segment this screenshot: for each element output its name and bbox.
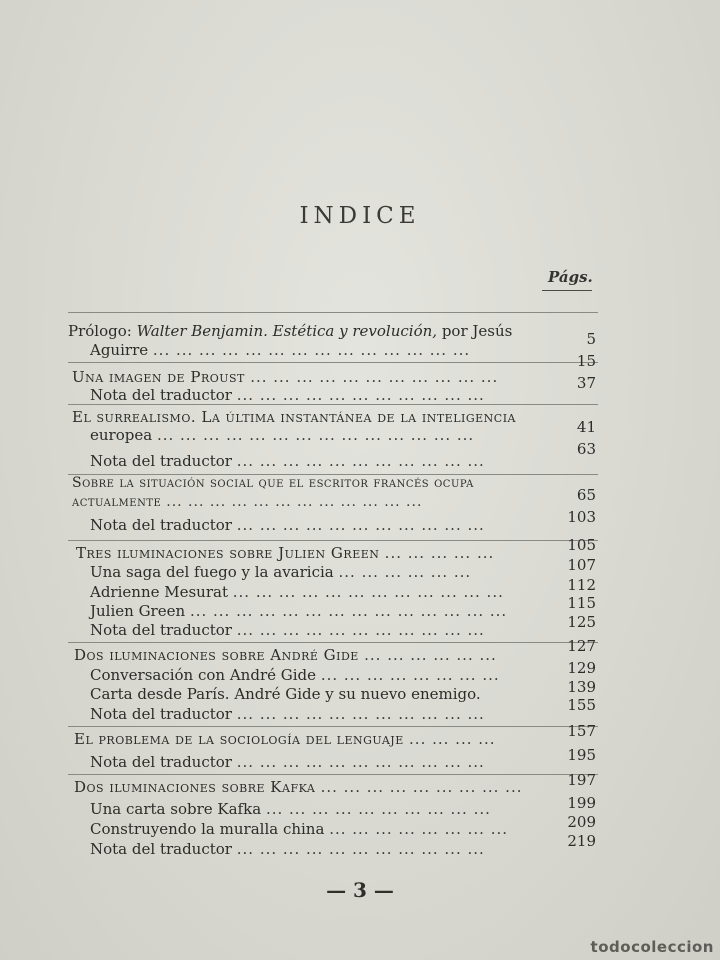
toc-page-number: 125 xyxy=(567,613,596,631)
index-heading: INDICE xyxy=(299,203,421,229)
toc-entry-title: Carta desde París. André Gide y su nuevo enemigo. xyxy=(90,685,481,703)
toc-entry xyxy=(90,840,485,858)
toc-entry xyxy=(90,452,485,470)
toc-page-number: 127 xyxy=(567,637,596,655)
toc-page-number: 155 xyxy=(567,696,596,714)
page-number-folio: — 3 — xyxy=(326,878,394,902)
toc-leader-dots: ... ... ... ... ... ... ... ... ... ... ... xyxy=(236,621,485,639)
toc-entry xyxy=(90,685,481,703)
prologue-suffix: por Jesús xyxy=(437,322,513,340)
watermark-text: todocoleccion xyxy=(590,938,714,956)
toc-entry xyxy=(72,408,516,426)
toc-entry-title: Nota del traductor xyxy=(90,840,232,858)
toc-page-number: 63 xyxy=(576,440,596,458)
toc-leader-dots: ... ... ... ... ... ... ... ... ... ... ... xyxy=(236,452,485,470)
toc-entry-title: Una carta sobre Kafka xyxy=(90,800,262,818)
toc-entry xyxy=(68,322,512,340)
toc-leader-dots: ... ... ... ... ... ... ... ... ... ... ... xyxy=(250,368,499,386)
toc-entry xyxy=(72,493,422,511)
toc-entry xyxy=(90,621,485,639)
toc-leader-dots: ... ... ... ... ... ... ... ... ... ... ... xyxy=(236,516,485,534)
toc-entry-title: Adrienne Mesurat xyxy=(90,583,228,601)
toc-leader-dots: ... ... ... ... ... ... xyxy=(364,646,497,664)
toc-page-number: 65 xyxy=(576,486,596,504)
toc-entry xyxy=(74,778,522,796)
toc-entry xyxy=(90,705,485,723)
toc-entry-title: Sobre la situación social que el escritor francés ocupa xyxy=(72,475,474,491)
pages-column-label: Págs. xyxy=(548,268,593,286)
toc-entry xyxy=(72,474,474,492)
toc-leader-dots: ... ... ... ... ... xyxy=(384,544,495,562)
toc-leader-dots: ... ... ... ... ... ... ... ... ... ... ... ... ... ... xyxy=(152,341,471,359)
entry-separator xyxy=(68,312,598,313)
toc-leader-dots: ... ... ... ... ... ... xyxy=(338,563,472,581)
toc-entry-title: El problema de la sociología del lenguaje xyxy=(74,730,404,748)
toc-leader-dots: ... ... ... ... ... ... ... ... ... xyxy=(320,778,523,796)
toc-entry-title: Tres iluminaciones sobre Julien Green xyxy=(76,544,380,562)
toc-entry xyxy=(90,341,470,359)
toc-entry xyxy=(72,368,498,386)
entry-separator xyxy=(68,642,598,643)
toc-leader-dots: ... ... ... ... ... ... ... ... ... ... xyxy=(265,800,491,818)
toc-entry xyxy=(90,602,507,620)
toc-entry xyxy=(74,730,496,748)
toc-page-number: 115 xyxy=(567,594,596,612)
prologue-title-italic: Walter Benjamin. Estética y revolución, xyxy=(136,322,438,340)
toc-entry xyxy=(90,563,471,581)
toc-leader-dots: ... ... ... ... ... ... ... ... xyxy=(320,666,500,684)
toc-entry-title: actualmente xyxy=(72,494,162,510)
toc-entry xyxy=(90,800,491,818)
toc-entry-title: Aguirre xyxy=(90,341,149,359)
toc-page-number: 199 xyxy=(567,794,596,812)
toc-page-number: 112 xyxy=(567,576,596,594)
toc-entry-title: Una saga del fuego y la avaricia xyxy=(90,563,334,581)
toc-entry-title: El surrealismo. La última instantánea de la inteligencia xyxy=(72,408,517,426)
toc-page-number: 107 xyxy=(567,556,596,574)
toc-page-number: 41 xyxy=(576,418,596,436)
toc-entry xyxy=(90,666,500,684)
toc-entry-title: Una imagen de Proust xyxy=(72,368,245,386)
toc-entry-title: Nota del traductor xyxy=(90,705,232,723)
toc-entry-title: Nota del traductor xyxy=(90,621,232,639)
toc-leader-dots: ... ... ... ... ... ... ... ... ... ... ... ... ... ... xyxy=(156,426,475,444)
entry-separator xyxy=(68,362,598,363)
toc-leader-dots: ... ... ... ... ... ... ... ... ... ... ... xyxy=(236,840,485,858)
toc-leader-dots: ... ... ... ... ... ... ... ... ... ... ... ... xyxy=(166,494,423,510)
toc-leader-dots: ... ... ... ... ... ... ... ... ... ... ... xyxy=(236,705,485,723)
toc-leader-dots: ... ... ... ... xyxy=(409,730,496,748)
toc-entry-title: Nota del traductor xyxy=(90,516,232,534)
entry-separator xyxy=(68,540,598,541)
toc-page-number: 37 xyxy=(576,374,596,392)
toc-page-number: 197 xyxy=(567,771,596,789)
toc-page-number: 195 xyxy=(567,746,596,764)
toc-page-number: 105 xyxy=(567,536,596,554)
toc-page-number: 139 xyxy=(567,678,596,696)
toc-page-number: 209 xyxy=(567,813,596,831)
toc-leader-dots: ... ... ... ... ... ... ... ... xyxy=(329,820,509,838)
toc-leader-dots: ... ... ... ... ... ... ... ... ... ... ... ... ... ... xyxy=(189,602,508,620)
entry-separator xyxy=(68,726,598,727)
toc-entry xyxy=(74,646,497,664)
toc-entry xyxy=(90,386,485,404)
toc-entry-title: Dos iluminaciones sobre Kafka xyxy=(74,778,316,796)
toc-entry xyxy=(90,820,508,838)
toc-entry-title: europea xyxy=(90,426,153,444)
toc-entry xyxy=(90,516,485,534)
entry-separator xyxy=(68,774,598,775)
toc-entry-title: Nota del traductor xyxy=(90,386,232,404)
toc-page-number: 5 xyxy=(586,330,596,348)
toc-entry xyxy=(90,583,504,601)
entry-separator xyxy=(68,404,598,405)
toc-leader-dots: ... ... ... ... ... ... ... ... ... ... ... ... xyxy=(232,583,504,601)
toc-entry-title: Dos iluminaciones sobre André Gide xyxy=(74,646,359,664)
toc-entry-title: Conversación con André Gide xyxy=(90,666,317,684)
toc-entry xyxy=(76,544,494,562)
toc-page-number: 157 xyxy=(567,722,596,740)
toc-page-number: 129 xyxy=(567,659,596,677)
toc-entry xyxy=(90,426,474,444)
toc-page-number: 219 xyxy=(567,832,596,850)
prologue-prefix: Prólogo: xyxy=(68,322,137,340)
toc-entry-title: Julien Green xyxy=(90,602,186,620)
toc-entry-title: Nota del traductor xyxy=(90,452,232,470)
toc-leader-dots: ... ... ... ... ... ... ... ... ... ... ... xyxy=(236,753,485,771)
toc-entry-title xyxy=(68,322,512,340)
toc-entry-title: Construyendo la muralla china xyxy=(90,820,325,838)
toc-entry-title: Nota del traductor xyxy=(90,753,232,771)
toc-entry xyxy=(90,753,485,771)
toc-page-number: 103 xyxy=(567,508,596,526)
toc-page-number: 15 xyxy=(576,352,596,370)
toc-leader-dots: ... ... ... ... ... ... ... ... ... ... ... xyxy=(236,386,485,404)
